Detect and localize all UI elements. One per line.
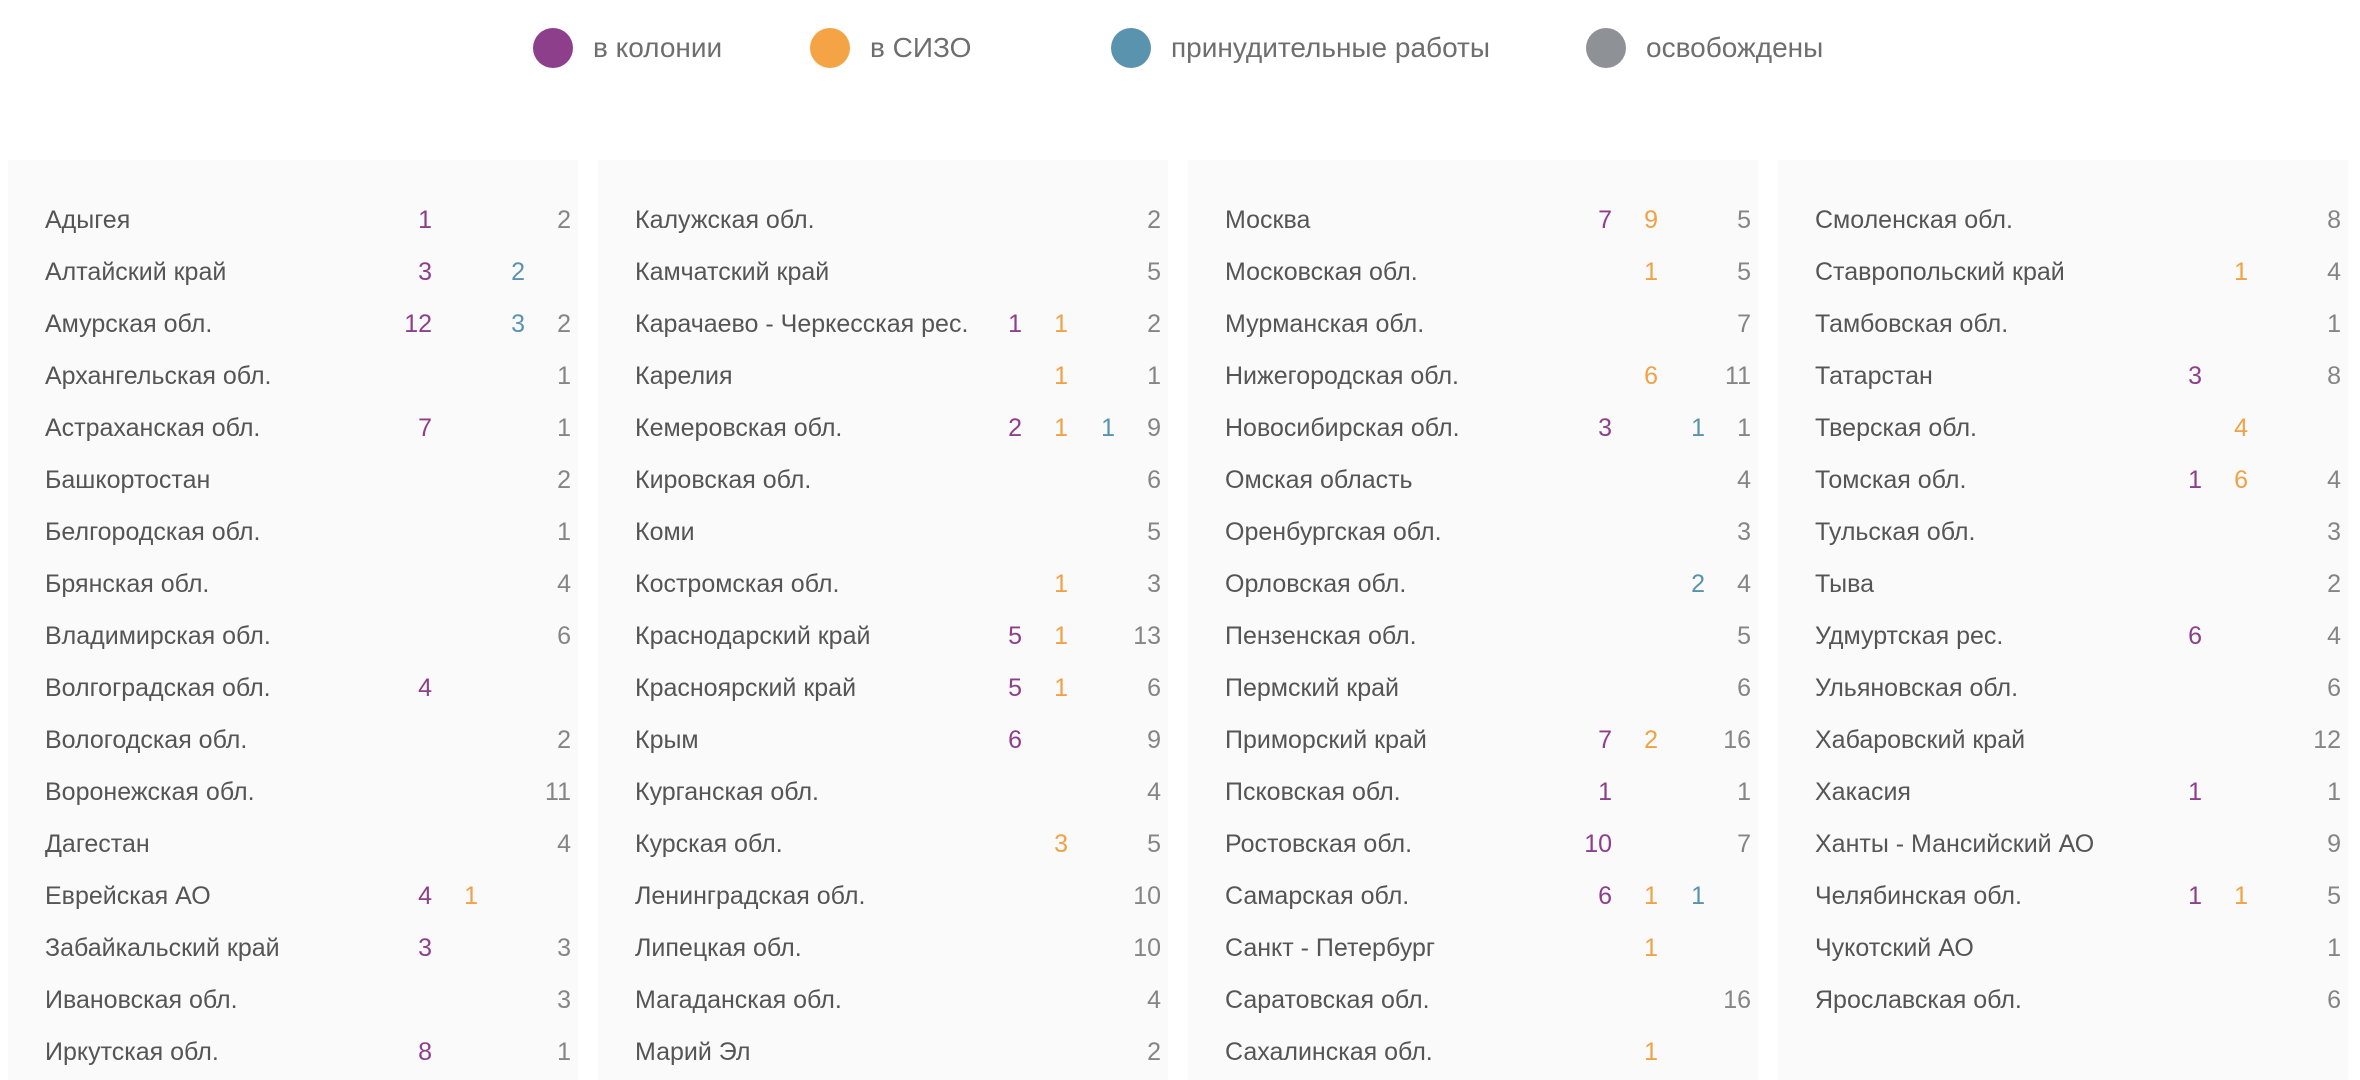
- region-name: Забайкальский край: [45, 934, 280, 962]
- region-name: Тамбовская обл.: [1815, 310, 2009, 338]
- count-colony: 3: [1598, 414, 1612, 442]
- legend-item-released: [1586, 28, 1823, 68]
- region-row: [598, 350, 1168, 402]
- count-colony: 6: [2188, 622, 2202, 650]
- count-freed: 2: [2327, 570, 2341, 598]
- region-row: [1778, 350, 2348, 402]
- region-row: [1188, 974, 1758, 1026]
- count-freed: 5: [1147, 518, 1161, 546]
- count-sizo: 1: [1644, 258, 1658, 286]
- count-colony: 3: [418, 258, 432, 286]
- region-name: Пензенская обл.: [1225, 622, 1417, 650]
- count-freed: 6: [1147, 466, 1161, 494]
- count-freed: 8: [2327, 362, 2341, 390]
- region-row: [8, 558, 578, 610]
- region-name: Сахалинская обл.: [1225, 1038, 1433, 1066]
- count-freed: 1: [2327, 934, 2341, 962]
- region-name: Московская обл.: [1225, 258, 1418, 286]
- region-list: [1778, 160, 2348, 1026]
- count-colony: 10: [1584, 830, 1612, 858]
- count-colony: 7: [418, 414, 432, 442]
- count-colony: 6: [1008, 726, 1022, 754]
- count-freed: 6: [2327, 674, 2341, 702]
- region-row: [1188, 818, 1758, 870]
- legend-label: освобождены: [1646, 32, 1824, 63]
- region-name: Брянская обл.: [45, 570, 210, 598]
- region-row: [1778, 714, 2348, 766]
- region-row: [8, 350, 578, 402]
- region-name: Нижегородская обл.: [1225, 362, 1459, 390]
- region-row: [8, 246, 578, 298]
- region-row: [598, 922, 1168, 974]
- count-freed: 1: [2327, 310, 2341, 338]
- count-sizo: 3: [1054, 830, 1068, 858]
- count-freed: 5: [1737, 258, 1751, 286]
- legend-label: в СИЗО: [870, 32, 972, 63]
- region-name: Новосибирская обл.: [1225, 414, 1460, 442]
- region-row: [1188, 766, 1758, 818]
- purple-circle-icon: [533, 28, 573, 68]
- region-name: Саратовская обл.: [1225, 986, 1430, 1014]
- count-freed: 8: [2327, 206, 2341, 234]
- count-freed: 4: [1147, 778, 1161, 806]
- count-sizo: 1: [1054, 310, 1068, 338]
- count-colony: 1: [418, 206, 432, 234]
- region-row: [598, 818, 1168, 870]
- region-row: [1778, 974, 2348, 1026]
- count-forced: 3: [511, 310, 525, 338]
- count-freed: 5: [1737, 206, 1751, 234]
- legend-item-forced-labor: [1111, 28, 1490, 68]
- region-row: [598, 974, 1168, 1026]
- count-freed: 1: [557, 414, 571, 442]
- region-name: Воронежская обл.: [45, 778, 255, 806]
- region-row: [1778, 454, 2348, 506]
- region-row: [1188, 506, 1758, 558]
- count-freed: 4: [1737, 466, 1751, 494]
- count-freed: 11: [1725, 362, 1751, 390]
- legend-item-sizo: [810, 28, 971, 68]
- region-row: [1188, 610, 1758, 662]
- region-column-3: [1188, 160, 1758, 1080]
- count-freed: 16: [1723, 986, 1751, 1014]
- count-forced: 1: [1101, 414, 1115, 442]
- region-row: [1778, 662, 2348, 714]
- count-colony: 5: [1008, 674, 1022, 702]
- region-name: Татарстан: [1815, 362, 1933, 390]
- region-name: Марий Эл: [635, 1038, 751, 1066]
- count-freed: 9: [1147, 414, 1161, 442]
- count-freed: 1: [1737, 414, 1751, 442]
- region-row: [8, 454, 578, 506]
- legend-item-colony: [533, 28, 722, 68]
- count-colony: 2: [1008, 414, 1022, 442]
- region-name: Коми: [635, 518, 695, 546]
- count-sizo: 1: [2234, 882, 2248, 910]
- region-row: [8, 402, 578, 454]
- region-name: Крым: [635, 726, 699, 754]
- region-row: [1188, 454, 1758, 506]
- count-freed: 2: [1147, 310, 1161, 338]
- count-colony: 3: [418, 934, 432, 962]
- count-freed: 5: [1737, 622, 1751, 650]
- region-name: Приморский край: [1225, 726, 1427, 754]
- count-colony: 4: [418, 882, 432, 910]
- count-forced: 2: [1691, 570, 1705, 598]
- region-row: [8, 818, 578, 870]
- region-row: [8, 298, 578, 350]
- count-sizo: 6: [2234, 466, 2248, 494]
- region-name: Оренбургская обл.: [1225, 518, 1442, 546]
- region-row: [598, 1026, 1168, 1078]
- count-freed: 5: [2327, 882, 2341, 910]
- count-colony: 7: [1598, 726, 1612, 754]
- count-colony: 7: [1598, 206, 1612, 234]
- region-row: [598, 506, 1168, 558]
- count-freed: 4: [1737, 570, 1751, 598]
- region-name: Астраханская обл.: [45, 414, 261, 442]
- legend: [0, 0, 2360, 96]
- count-sizo: 6: [1644, 362, 1658, 390]
- count-freed: 11: [545, 778, 571, 806]
- region-row: [598, 870, 1168, 922]
- region-row: [1778, 818, 2348, 870]
- count-freed: 4: [2327, 622, 2341, 650]
- count-sizo: 1: [1644, 882, 1658, 910]
- region-row: [8, 974, 578, 1026]
- count-sizo: 2: [1644, 726, 1658, 754]
- region-row: [598, 298, 1168, 350]
- region-row: [1188, 870, 1758, 922]
- count-sizo: 1: [1054, 622, 1068, 650]
- count-freed: 5: [1147, 258, 1161, 286]
- region-name: Кировская обл.: [635, 466, 812, 494]
- count-sizo: 9: [1644, 206, 1658, 234]
- region-name: Пермский край: [1225, 674, 1399, 702]
- count-freed: 3: [1147, 570, 1161, 598]
- region-row: [1188, 402, 1758, 454]
- count-sizo: 1: [1054, 570, 1068, 598]
- region-name: Владимирская обл.: [45, 622, 271, 650]
- region-row: [1188, 662, 1758, 714]
- region-name: Омская область: [1225, 466, 1413, 494]
- count-freed: 6: [1147, 674, 1161, 702]
- region-row: [8, 1026, 578, 1078]
- region-row: [8, 506, 578, 558]
- count-freed: 4: [2327, 466, 2341, 494]
- region-name: Мурманская обл.: [1225, 310, 1425, 338]
- count-freed: 4: [557, 830, 571, 858]
- region-row: [8, 714, 578, 766]
- region-name: Волгоградская обл.: [45, 674, 271, 702]
- region-name: Ульяновская обл.: [1815, 674, 2019, 702]
- region-column-1: [8, 160, 578, 1080]
- region-name: Хабаровский край: [1815, 726, 2026, 754]
- count-freed: 3: [2327, 518, 2341, 546]
- count-freed: 2: [1147, 206, 1161, 234]
- count-colony: 1: [1008, 310, 1022, 338]
- region-name: Москва: [1225, 206, 1311, 234]
- region-name: Костромская обл.: [635, 570, 840, 598]
- region-row: [8, 766, 578, 818]
- region-row: [1188, 350, 1758, 402]
- region-name: Ставропольский край: [1815, 258, 2065, 286]
- region-name: Белгородская обл.: [45, 518, 261, 546]
- region-row: [598, 454, 1168, 506]
- count-freed: 3: [1737, 518, 1751, 546]
- region-row: [598, 558, 1168, 610]
- count-freed: 1: [557, 1038, 571, 1066]
- count-freed: 3: [557, 934, 571, 962]
- region-name: Ивановская обл.: [45, 986, 238, 1014]
- count-sizo: 1: [1644, 1038, 1658, 1066]
- region-row: [598, 402, 1168, 454]
- legend-label: принудительные работы: [1171, 32, 1490, 63]
- region-name: Архангельская обл.: [45, 362, 272, 390]
- region-name: Санкт - Петербург: [1225, 934, 1435, 962]
- count-freed: 10: [1133, 882, 1161, 910]
- count-freed: 6: [2327, 986, 2341, 1014]
- region-row: [1188, 298, 1758, 350]
- count-colony: 1: [2188, 466, 2202, 494]
- count-freed: 2: [557, 310, 571, 338]
- region-name: Еврейская АО: [45, 882, 211, 910]
- count-freed: 2: [557, 726, 571, 754]
- count-freed: 7: [1737, 310, 1751, 338]
- region-name: Липецкая обл.: [635, 934, 802, 962]
- region-row: [1778, 870, 2348, 922]
- region-row: [598, 662, 1168, 714]
- region-row: [598, 714, 1168, 766]
- region-name: Ханты - Мансийский АО: [1815, 830, 2095, 858]
- region-name: Ярославская обл.: [1815, 986, 2022, 1014]
- region-name: Псковская обл.: [1225, 778, 1401, 806]
- count-freed: 1: [1737, 778, 1751, 806]
- region-row: [8, 922, 578, 974]
- region-row: [8, 610, 578, 662]
- region-row: [8, 870, 578, 922]
- region-row: [1778, 246, 2348, 298]
- region-row: [1188, 714, 1758, 766]
- region-name: Магаданская обл.: [635, 986, 842, 1014]
- region-name: Орловская обл.: [1225, 570, 1407, 598]
- count-freed: 6: [1737, 674, 1751, 702]
- region-name: Амурская обл.: [45, 310, 213, 338]
- count-colony: 5: [1008, 622, 1022, 650]
- region-row: [8, 194, 578, 246]
- region-column-2: [598, 160, 1168, 1080]
- count-freed: 13: [1133, 622, 1161, 650]
- region-column-4: [1778, 160, 2348, 1080]
- region-name: Томская обл.: [1815, 466, 1967, 494]
- region-row: [1188, 194, 1758, 246]
- count-freed: 2: [557, 206, 571, 234]
- count-freed: 1: [557, 362, 571, 390]
- count-freed: 12: [2313, 726, 2341, 754]
- region-name: Башкортостан: [45, 466, 211, 494]
- count-colony: 8: [418, 1038, 432, 1066]
- region-name: Курская обл.: [635, 830, 783, 858]
- region-name: Смоленская обл.: [1815, 206, 2013, 234]
- count-forced: 2: [511, 258, 525, 286]
- count-freed: 9: [2327, 830, 2341, 858]
- region-row: [1188, 1026, 1758, 1078]
- region-row: [8, 662, 578, 714]
- region-name: Чукотский АО: [1815, 934, 1974, 962]
- region-name: Курганская обл.: [635, 778, 819, 806]
- region-name: Иркутская обл.: [45, 1038, 219, 1066]
- count-freed: 4: [557, 570, 571, 598]
- region-name: Камчатский край: [635, 258, 830, 286]
- region-name: Ростовская обл.: [1225, 830, 1413, 858]
- count-forced: 1: [1691, 414, 1705, 442]
- region-row: [598, 610, 1168, 662]
- region-row: [598, 194, 1168, 246]
- region-row: [1778, 558, 2348, 610]
- count-freed: 3: [557, 986, 571, 1014]
- region-name: Дагестан: [45, 830, 150, 858]
- region-name: Тульская обл.: [1815, 518, 1976, 546]
- count-colony: 1: [2188, 778, 2202, 806]
- region-name: Краснодарский край: [635, 622, 871, 650]
- count-colony: 4: [418, 674, 432, 702]
- region-name: Тыва: [1815, 570, 1875, 598]
- count-sizo: 1: [464, 882, 478, 910]
- count-freed: 1: [2327, 778, 2341, 806]
- region-row: [1188, 922, 1758, 974]
- region-name: Кемеровская обл.: [635, 414, 843, 442]
- region-name: Калужская обл.: [635, 206, 815, 234]
- count-sizo: 1: [2234, 258, 2248, 286]
- region-name: Ленинградская обл.: [635, 882, 866, 910]
- region-list: [1188, 160, 1758, 1078]
- count-colony: 1: [1598, 778, 1612, 806]
- blue-circle-icon: [1111, 28, 1151, 68]
- region-row: [598, 766, 1168, 818]
- region-name: Хакасия: [1815, 778, 1911, 806]
- count-freed: 9: [1147, 726, 1161, 754]
- region-list: [598, 160, 1168, 1078]
- count-freed: 2: [557, 466, 571, 494]
- region-name: Вологодская обл.: [45, 726, 248, 754]
- region-row: [598, 246, 1168, 298]
- region-row: [1778, 298, 2348, 350]
- region-row: [1778, 194, 2348, 246]
- region-row: [1778, 402, 2348, 454]
- region-row: [1188, 558, 1758, 610]
- count-freed: 1: [557, 518, 571, 546]
- region-row: [1778, 610, 2348, 662]
- region-name: Красноярский край: [635, 674, 857, 702]
- count-sizo: 1: [1054, 362, 1068, 390]
- count-freed: 6: [557, 622, 571, 650]
- count-sizo: 1: [1644, 934, 1658, 962]
- region-row: [1778, 506, 2348, 558]
- region-name: Самарская обл.: [1225, 882, 1410, 910]
- count-sizo: 1: [1054, 414, 1068, 442]
- count-colony: 1: [2188, 882, 2202, 910]
- count-colony: 6: [1598, 882, 1612, 910]
- region-name: Челябинская обл.: [1815, 882, 2022, 910]
- count-colony: 12: [404, 310, 432, 338]
- orange-circle-icon: [810, 28, 850, 68]
- count-freed: 16: [1723, 726, 1751, 754]
- count-forced: 1: [1691, 882, 1705, 910]
- region-list: [8, 160, 578, 1078]
- count-freed: 10: [1133, 934, 1161, 962]
- count-freed: 4: [2327, 258, 2341, 286]
- region-row: [1778, 766, 2348, 818]
- region-name: Карелия: [635, 362, 733, 390]
- count-sizo: 1: [1054, 674, 1068, 702]
- count-colony: 3: [2188, 362, 2202, 390]
- count-sizo: 4: [2234, 414, 2248, 442]
- region-row: [1188, 246, 1758, 298]
- legend-label: в колонии: [593, 32, 723, 63]
- gray-circle-icon: [1586, 28, 1626, 68]
- region-name: Удмуртская рес.: [1815, 622, 2004, 650]
- count-freed: 7: [1737, 830, 1751, 858]
- count-freed: 5: [1147, 830, 1161, 858]
- count-freed: 4: [1147, 986, 1161, 1014]
- region-name: Тверская обл.: [1815, 414, 1977, 442]
- region-row: [1778, 922, 2348, 974]
- region-name: Алтайский край: [45, 258, 227, 286]
- region-name: Карачаево - Черкесская рес.: [635, 310, 969, 338]
- count-freed: 1: [1147, 362, 1161, 390]
- count-freed: 2: [1147, 1038, 1161, 1066]
- region-name: Адыгея: [45, 206, 131, 234]
